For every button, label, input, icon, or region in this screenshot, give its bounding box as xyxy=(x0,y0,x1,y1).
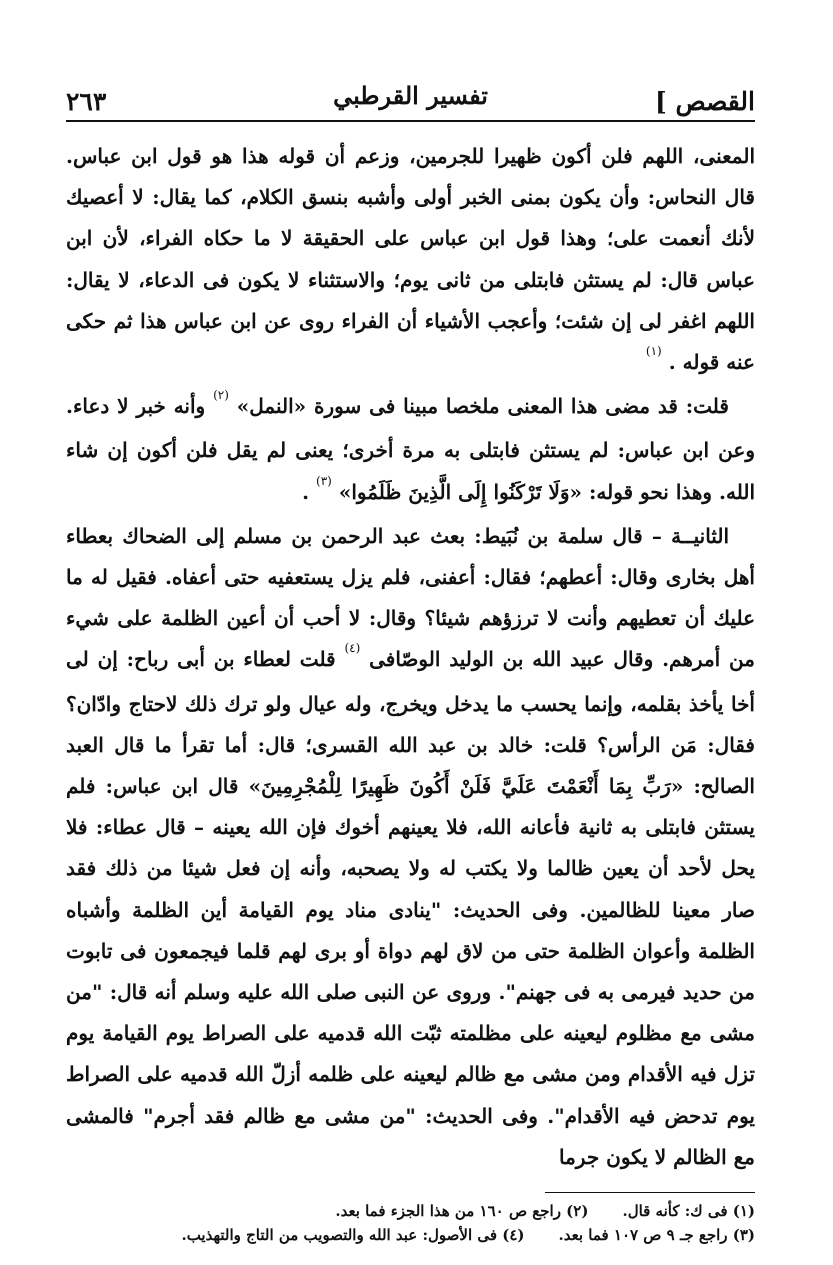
paragraph-1-text: المعنى، اللهم فلن أكون ظهيرا للجرمين، وزعم أن قوله هذا هو قول ابن عباس. قال النحاس: وأن يكون بمنى الخبر أولى وأشبه بنسق الكلام، كما يقال: لا أعصيك لأنك أنعمت على؛ وهذا قول ابن عباس على الحقيقة لا ما حكاه الفراء، لأن ابن عباس قال: لم يستثن فابتلى من ثانى يوم؛ والاستثناء لا يكون فى الدعاء، لا يقال: اللهم اغفر لى إن شئت؛ وأعجب الأشياء أن الفراء روى عن ابن عباس هذا ثم حكى عنه قوله . xyxy=(66,144,755,375)
paragraph-2-text-a: قلت: قد مضى هذا المعنى ملخصا مبينا فى سورة «النمل» xyxy=(236,394,729,419)
footnotes xyxy=(66,1199,755,1247)
footnote-row-1 xyxy=(66,1199,755,1223)
footnote-ref-3: (٣) xyxy=(316,473,332,488)
paragraph-2-text-b: وأنه خبر لا دعاء. وعن ابن عباس: لم يستثن فابتلى به مرة أخرى؛ يعنى لم يقل فلن أكون إن شاء الله. وهذا نحو قوله: «وَلَا تَرْكَنُوا إِلَى الَّذِينَ ظَلَمُوا» xyxy=(66,394,755,504)
paragraph-3 xyxy=(66,516,755,1178)
footnote-ref-2: (٢) xyxy=(213,388,229,403)
footnote-rule xyxy=(545,1192,755,1193)
footnote-ref-1: (١) xyxy=(645,344,662,359)
page-header xyxy=(66,72,755,116)
paragraph-3-text-a: الثانيــة – قال سلمة بن نُبَيط: بعث عبد الرحمن بن مسلم إلى الضحاك بعطاء أهل بخارى وقال: أعطهم؛ فقال: أعفنى، فلم يزل يستعفيه حتى أعفاه. فقيل له ما عليك أن تعطيهم وأنت لا ترزؤهم شيئا؟ وقال: لا أحب أن أعين الظلمة على شيء من أمرهم. وقال عبيد الله بن الوليد الوصّافى xyxy=(66,523,755,672)
footnote-1: (١) فى ك: كأنه قال. xyxy=(622,1202,755,1221)
footnote-4: (٤) فى الأصول: عبد الله والتصويب من التاج والتهذيب. xyxy=(181,1226,525,1245)
page-body xyxy=(66,136,755,1178)
page-number: ٢٦٣ xyxy=(66,87,107,116)
footnote-3: (٣) راجع جـ ٩ ص ١٠٧ فما بعد. xyxy=(558,1226,755,1245)
footnote-ref-4: (٤) xyxy=(344,641,361,656)
book-title: تفسير القرطبي xyxy=(333,81,488,110)
surah-name: القصص ] xyxy=(654,87,755,116)
footnote-2: (٢) راجع ص ١٦٠ من هذا الجزء فما بعد. xyxy=(335,1202,589,1221)
paragraph-2 xyxy=(66,386,755,516)
paragraph-1 xyxy=(66,136,755,386)
header-rule xyxy=(66,120,755,122)
paragraph-2-text-c: . xyxy=(302,479,310,504)
footnote-row-2 xyxy=(66,1223,755,1247)
paragraph-3-text-b: قلت لعطاء بن أبى رباح: إن لى أخا يأخذ بقلمه، وإنما يحسب ما يدخل ويخرج، وله عيال ولو ترك ذلك لاحتاج وادّان؟ فقال: مَن الرأس؟ قلت: خالد بن عبد الله القسرى؛ قال: أما تقرأ ما قال العبد الصالح: «رَبِّ بِمَا أَنْعَمْتَ عَلَيَّ فَلَنْ أَكُونَ ظَهِيرًا لِلْمُجْرِمِينَ» قال ابن عباس: فلم يستثن فابتلى به ثانية فأعانه الله، فلا يعينهم أخوك فإن الله يعينه – قال عطاء: فلا يحل لأحد أن يعين ظالما ولا يكتب له ولا يصحبه، وأنه إن فعل شيئا من ذلك فقد صار معينا للظالمين. وفى الحديث: "ينادى مناد يوم القيامة أين الظلمة وأشباه الظلمة وأعوان الظلمة حتى من لاق لهم دواة أو برى لهم قلما فيجمعون فى تابوت من حديد فيرمى به فى جهنم". وروى عن النبى صلى الله عليه وسلم أنه قال: "من مشى مع مظلوم ليعينه على مظلمته ثبّت الله قدميه على الصراط يوم القيامة يوم تزل فيه الأقدام ومن مشى مع ظالم ليعينه على ظلمه أزلّ الله قدميه على الصراط يوم تدحض فيه الأقدام". وفى الحديث: "من مشى مع ظالم فقد أجرم" فالمشى مع الظالم لا يكون جرما xyxy=(66,647,755,1169)
